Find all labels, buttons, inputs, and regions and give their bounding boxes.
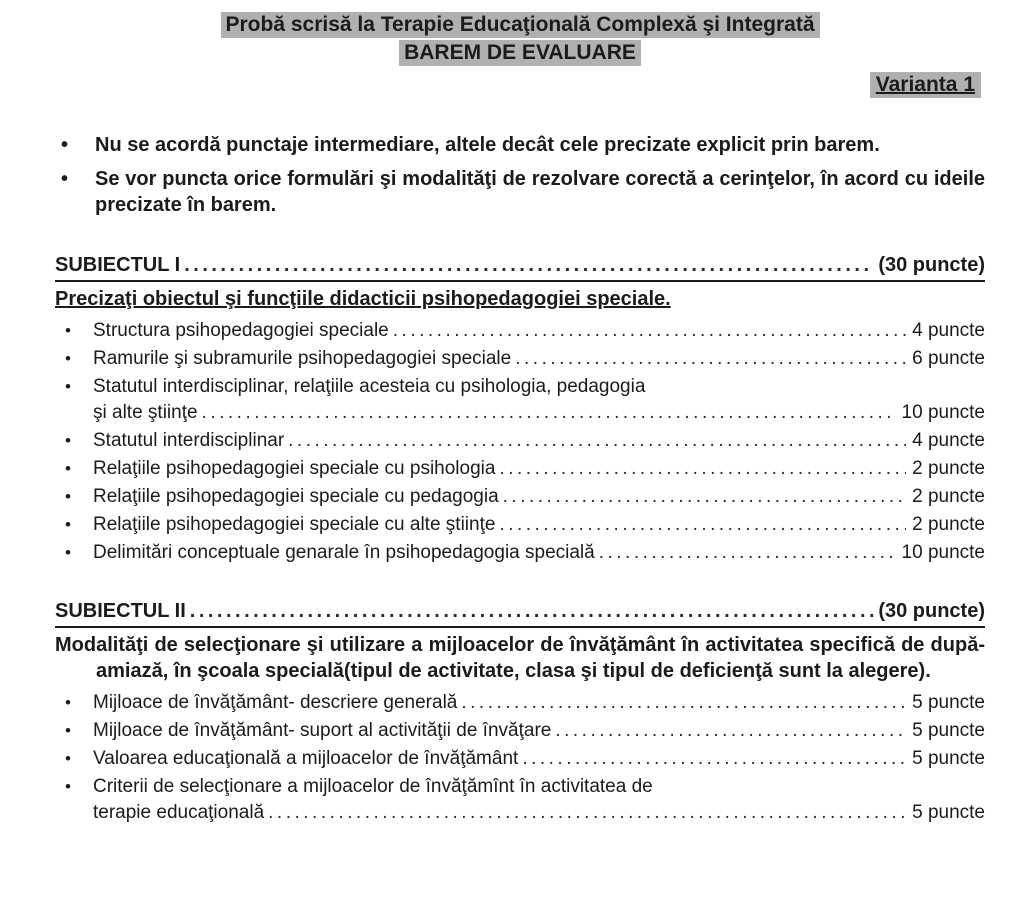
section-heading-label: SUBIECTUL I (55, 254, 181, 276)
list-item (55, 486, 985, 508)
leader-dots (202, 402, 896, 424)
header (55, 12, 985, 38)
item-points: 6 puncte (912, 348, 985, 369)
list-item (55, 348, 985, 370)
leader-dots (190, 598, 875, 624)
bullet-icon: • (65, 749, 71, 768)
leader-dots (184, 252, 874, 278)
leader-dots (499, 458, 906, 480)
leader-dots (268, 802, 906, 824)
section-subiectul-2 (55, 598, 985, 824)
item-points: 4 puncte (912, 430, 985, 451)
leader-dots (393, 320, 906, 342)
list-item (55, 542, 985, 564)
note-item (55, 166, 985, 218)
item-text-line2: terapie educaţională (93, 802, 265, 823)
page-title: Probă scrisă la Terapie Educaţională Complexă şi Integrată (221, 12, 820, 38)
bullet-icon: • (61, 134, 69, 156)
note-text: Se vor puncta orice formulări şi modalităţi de rezolvare corectă a cerinţelor, în acord cu ideile precizate în barem. (95, 168, 985, 216)
item-text: Relaţiile psihopedagogiei speciale cu pedagogia (93, 486, 499, 507)
section-subiectul-1 (55, 252, 985, 564)
bullet-icon: • (65, 321, 71, 340)
list-item (55, 376, 985, 424)
section-points: (30 puncte) (878, 600, 985, 622)
item-text: Mijloace de învăţământ- descriere generală (93, 692, 458, 713)
item-points: 10 puncte (901, 542, 985, 563)
list-item (55, 748, 985, 770)
leader-dots (461, 692, 906, 714)
item-points: 5 puncte (912, 692, 985, 713)
section-heading (55, 252, 985, 282)
item-text: Ramurile şi subramurile psihopedagogiei speciale (93, 348, 512, 369)
leader-dots (503, 486, 906, 508)
item-text: Statutul interdisciplinar (93, 430, 285, 451)
item-text-line1: Criterii de selecţionare a mijloacelor de învăţămînt în activitatea de (93, 776, 653, 797)
bullet-icon: • (65, 349, 71, 368)
bullet-icon: • (65, 721, 71, 740)
list-item (55, 514, 985, 536)
section-subtitle: Precizaţi obiectul şi funcţiile didacticii psihopedagogiei speciale. (55, 288, 671, 310)
section-heading-label: SUBIECTUL II (55, 600, 186, 622)
bullet-icon: • (65, 459, 71, 478)
item-points: 5 puncte (912, 748, 985, 769)
leader-dots (288, 430, 906, 452)
item-text: Valoarea educaţională a mijloacelor de învăţământ (93, 748, 519, 769)
list-item (55, 720, 985, 742)
item-points: 5 puncte (912, 720, 985, 741)
item-points: 4 puncte (912, 320, 985, 341)
leader-dots (515, 348, 906, 370)
list-item (55, 430, 985, 452)
page-subtitle: BAREM DE EVALUARE (399, 40, 641, 66)
bullet-icon: • (61, 168, 69, 190)
bullet-icon: • (65, 693, 71, 712)
list-item (55, 458, 985, 480)
leader-dots (522, 748, 906, 770)
item-text: Mijloace de învăţământ- suport al activităţii de învăţare (93, 720, 552, 741)
variant-row (55, 72, 985, 98)
item-text-line2: şi alte ştiinţe (93, 402, 198, 423)
bullet-icon: • (65, 543, 71, 562)
item-points: 5 puncte (912, 802, 985, 823)
score-items-list (55, 320, 985, 564)
item-points: 2 puncte (912, 486, 985, 507)
bullet-icon: • (65, 431, 71, 450)
item-text: Structura psihopedagogiei speciale (93, 320, 389, 341)
item-text-line1: Statutul interdisciplinar, relaţiile acesteia cu psihologia, pedagogia (93, 376, 646, 397)
note-text: Nu se acordă punctaje intermediare, altele decât cele precizate explicit prin barem. (95, 134, 880, 156)
bullet-icon: • (65, 377, 71, 396)
item-text: Relaţiile psihopedagogiei speciale cu psihologia (93, 458, 496, 479)
leader-dots (555, 720, 906, 742)
item-points: 2 puncte (912, 458, 985, 479)
notes-list (55, 132, 985, 218)
list-item (55, 692, 985, 714)
bullet-icon: • (65, 777, 71, 796)
bullet-icon: • (65, 515, 71, 534)
item-text: Relaţiile psihopedagogiei speciale cu alte ştiinţe (93, 514, 496, 535)
item-text: Delimitări conceptuale genarale în psihopedagogia specială (93, 542, 595, 563)
section-points: (30 puncte) (878, 254, 985, 276)
section-heading (55, 598, 985, 628)
score-items-list (55, 692, 985, 824)
item-points: 10 puncte (901, 402, 985, 423)
section-subtitle: Modalităţi de selecţionare şi utilizare a mijloacelor de învăţământ în activitatea specifică de după-amiază, în şcoala specială(tipul de activitate, clasa şi tipul de deficienţă sunt la alegere). (55, 634, 985, 682)
list-item (55, 320, 985, 342)
header-subtitle-wrap (55, 40, 985, 66)
item-points: 2 puncte (912, 514, 985, 535)
bullet-icon: • (65, 487, 71, 506)
leader-dots (599, 542, 896, 564)
note-item (55, 132, 985, 158)
variant-badge: Varianta 1 (870, 72, 981, 98)
list-item (55, 776, 985, 824)
leader-dots (499, 514, 906, 536)
